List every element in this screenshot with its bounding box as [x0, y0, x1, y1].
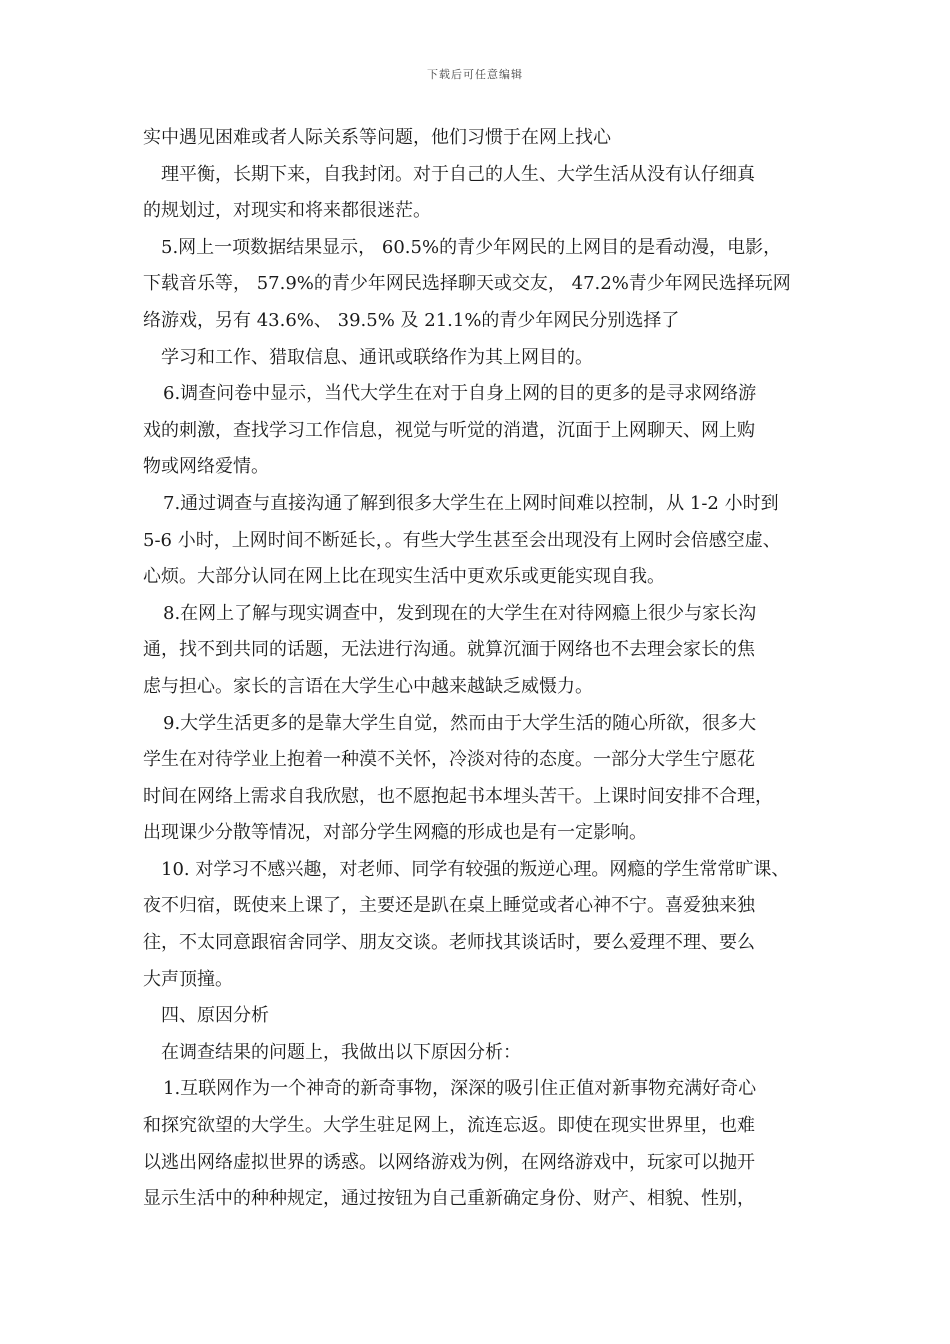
text-line: 1.互联网作为一个神奇的新奇事物，深深的吸引住正值对新事物充满好奇心 — [163, 1078, 757, 1100]
text-line: 大声顶撞。 — [143, 968, 233, 990]
text-line: 6.调查问卷中显示，当代大学生在对于自身上网的目的更多的是寻求网络游 — [163, 383, 757, 405]
text-line: 10. 对学习不感兴趣，对老师、同学有较强的叛逆心理。网瘾的学生常常旷课、 — [161, 858, 790, 880]
text-line: 络游戏，另有 43.6%、 39.5% 及 21.1%的青少年网民分别选择了 — [143, 309, 680, 331]
text-line: 夜不归宿，既使来上课了，主要还是趴在桌上睡觉或者心神不宁。喜爱独来独 — [143, 895, 755, 917]
text-line: 通，找不到共同的话题，无法进行沟通。就算沉湎于网络也不去理会家长的焦 — [143, 639, 755, 661]
text-line: 心烦。大部分认同在网上比在现实生活中更欢乐或更能实现自我。 — [143, 566, 665, 588]
text-line: 学生在对待学业上抱着一种漠不关怀，冷淡对待的态度。一部分大学生宁愿花 — [143, 749, 755, 771]
text-line: 学习和工作、猎取信息、通讯或联络作为其上网目的。 — [161, 346, 593, 368]
text-line: 显示生活中的种种规定，通过按钮为自己重新确定身份、财产、相貌、性别， — [143, 1188, 755, 1210]
text-line: 8.在网上了解与现实调查中，发到现在的大学生在对待网瘾上很少与家长沟 — [163, 602, 757, 624]
header-note: 下载后可任意编辑 — [427, 68, 523, 81]
document-body — [143, 120, 823, 1218]
text-line: 理平衡，长期下来，自我封闭。对于自己的人生、大学生活从没有认仔细真 — [161, 163, 755, 185]
text-line: 的规划过，对现实和将来都很迷茫。 — [143, 200, 431, 222]
text-line: 和探究欲望的大学生。大学生驻足网上，流连忘返。即使在现实世界里，也难 — [143, 1115, 755, 1137]
text-line: 5.网上一项数据结果显示， 60.5%的青少年网民的上网目的是看动漫，电影， — [161, 236, 782, 258]
text-line: 在调查结果的问题上，我做出以下原因分析： — [161, 1041, 521, 1063]
text-line: 5-6 小时，上网时间不断延长，。有些大学生甚至会出现没有上网时会倍感空虚、 — [143, 529, 781, 551]
text-line: 往，不太同意跟宿舍同学、朋友交谈。老师找其谈话时，要么爱理不理、要么 — [143, 932, 755, 954]
text-line: 出现课少分散等情况，对部分学生网瘾的形成也是有一定影响。 — [143, 822, 647, 844]
text-line: 物或网络爱情。 — [143, 456, 269, 478]
text-line: 以逃出网络虚拟世界的诱惑。以网络游戏为例，在网络游戏中，玩家可以抛开 — [143, 1151, 755, 1173]
text-line: 戏的刺激，查找学习工作信息，视觉与听觉的消遣，沉面于上网聊天、网上购 — [143, 419, 755, 441]
text-line: 虑与担心。家长的言语在大学生心中越来越缺乏威慑力。 — [143, 675, 593, 697]
text-line: 9.大学生活更多的是靠大学生自觉，然而由于大学生活的随心所欲，很多大 — [163, 712, 757, 734]
section-heading: 四、原因分析 — [161, 1005, 269, 1027]
text-line: 7.通过调查与直接沟通了解到很多大学生在上网时间难以控制，从 1-2 小时到 — [163, 492, 779, 514]
text-line: 实中遇见困难或者人际关系等问题，他们习惯于在网上找心 — [143, 127, 611, 148]
text-line: 时间在网络上需求自我欣慰，也不愿抱起书本埋头苦干。上课时间安排不合理， — [143, 785, 773, 807]
text-line: 下载音乐等， 57.9%的青少年网民选择聊天或交友， 47.2%青少年网民选择玩网 — [143, 273, 791, 295]
